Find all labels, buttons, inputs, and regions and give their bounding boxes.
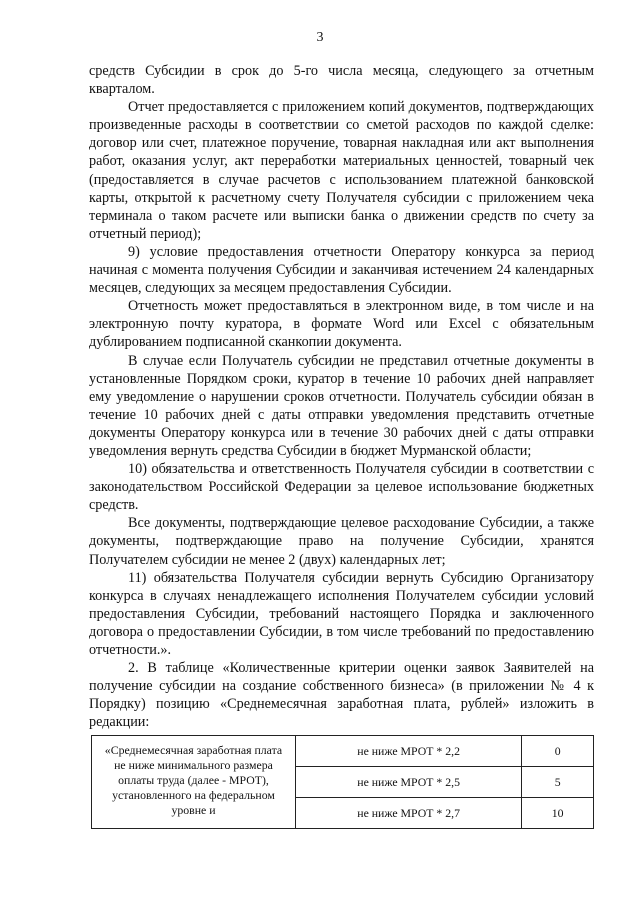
condition-cell: не ниже МРОТ * 2,5: [295, 767, 521, 798]
paragraph-table-amendment: 2. В таблице «Количественные критерии оценки заявок Заявителей на получение субсидии на создание собственного бизнеса» (в приложении № 4 к Порядку) позицию «Среднемесячная заработная плата, рублей» изложить в редакции:: [89, 660, 594, 731]
criteria-table: [91, 735, 594, 829]
score-cell: 0: [522, 736, 594, 767]
paragraph-late-reporting: В случае если Получатель субсидии не представил отчетные документы в установленные Порядком сроки, куратор в течение 10 рабочих дней направляет ему уведомление о нарушении сроков отчетности. Получатель субсидии обязан в течение 10 рабочих дней с даты отправки уведомления представить отчетные документы Оператору конкурса или в течение 30 рабочих дней с даты отправки уведомления вернуть средства Субсидии в бюджет Мурманской области;: [89, 352, 594, 459]
paragraph-electronic-reporting: Отчетность может предоставляться в электронном виде, в том числе и на электронную почту куратора, в формате Word или Excel с обязательным дублированием подписанной сканкопии документа.: [89, 298, 594, 351]
page-number: 3: [316, 30, 324, 45]
paragraph-item-9: 9) условие предоставления отчетности Оператору конкурса за период начиная с момента получения Субсидии и заканчивая истечением 24 календарных месяцев, следующих за месяцем предоставления Субсидии.: [89, 243, 594, 297]
score-cell: 5: [522, 767, 594, 798]
condition-cell: не ниже МРОТ * 2,7: [295, 798, 521, 829]
document-body: [89, 62, 594, 731]
condition-cell: не ниже МРОТ * 2,2: [295, 736, 521, 767]
paragraph-report-attachments: Отчет предоставляется с приложением копий документов, подтверждающих произведенные расходы в соответствии со сметой расходов по каждой сделке: договор или счет, платежное поручение, товарная накладная или акт выполнения работ, оказания услуг, акт переработки материальных ценностей, товарный чек (предоставляется в случае расчетов с использованием платежной банковской карты, открытой к расчетному счету Получателя субсидии с приложением чека терминала о таком расчете или выписки банка о движении средств по счету за отчетный период);: [89, 99, 594, 242]
score-cell: 10: [522, 798, 594, 829]
table-row: [92, 736, 594, 767]
paragraph-item-10: 10) обязательства и ответственность Получателя субсидии в соответствии с законодательством Российской Федерации за целевое использование бюджетных средств.: [89, 461, 594, 514]
paragraph-document-storage: Все документы, подтверждающие целевое расходование Субсидии, а также документы, подтверждающие право на получение Субсидии, хранятся Получателем субсидии не менее 2 (двух) календарных лет;: [89, 515, 594, 568]
paragraph-item-11: 11) обязательства Получателя субсидии вернуть Субсидию Организатору конкурса в случаях ненадлежащего исполнения Получателем субсидии условий предоставления Субсидии, требований настоящего Порядка и заключенного договора о предоставлении Субсидии, в том числе требований по предоставлению отчетности.».: [89, 569, 594, 658]
paragraph-continuation: средств Субсидии в срок до 5-го числа месяца, следующего за отчетным кварталом.: [89, 63, 594, 98]
criterion-cell: «Среднемесячная заработная плата не ниже минимального размера оплаты труда (далее - МРОТ), установленного на федеральном уровне и: [92, 736, 296, 829]
